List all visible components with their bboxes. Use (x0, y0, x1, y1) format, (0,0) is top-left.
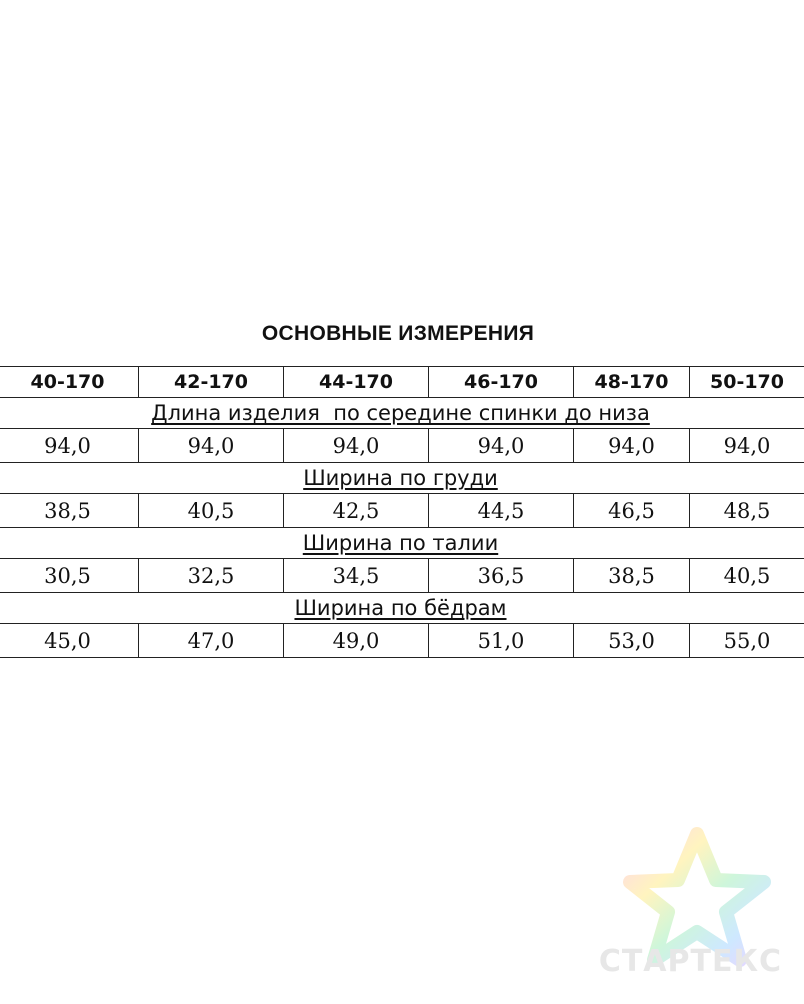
measurement-values-row (0, 494, 804, 528)
value-cell: 36,5 (429, 559, 574, 593)
size-header-cell: 44-170 (284, 367, 429, 398)
measurement-values-row (0, 624, 804, 658)
value-cell: 48,5 (690, 494, 804, 528)
measurement-label-row (0, 398, 804, 429)
value-cell: 94,0 (690, 429, 804, 463)
measurement-label-row (0, 593, 804, 624)
table-title: ОСНОВНЫЕ ИЗМЕРЕНИЯ (261, 322, 535, 345)
value-cell: 30,5 (0, 559, 139, 593)
value-cell: 34,5 (284, 559, 429, 593)
value-cell: 44,5 (429, 494, 574, 528)
measurement-label: Ширина по талии (0, 528, 804, 559)
measurement-values-row (0, 559, 804, 593)
value-cell: 94,0 (284, 429, 429, 463)
measurement-values-row (0, 429, 804, 463)
measurement-label-row (0, 463, 804, 494)
value-cell: 49,0 (284, 624, 429, 658)
value-cell: 51,0 (429, 624, 574, 658)
size-header-cell: 42-170 (139, 367, 284, 398)
value-cell: 47,0 (139, 624, 284, 658)
value-cell: 38,5 (574, 559, 690, 593)
size-header-row (0, 367, 804, 398)
value-cell: 46,5 (574, 494, 690, 528)
size-header-cell: 48-170 (574, 367, 690, 398)
measurement-label: Длина изделия по середине спинки до низа (0, 398, 804, 429)
value-cell: 94,0 (429, 429, 574, 463)
size-header-cell: 50-170 (690, 367, 804, 398)
measurements-table (0, 366, 804, 658)
size-header-cell: 40-170 (0, 367, 139, 398)
value-cell: 94,0 (139, 429, 284, 463)
value-cell: 42,5 (284, 494, 429, 528)
value-cell: 94,0 (574, 429, 690, 463)
value-cell: 94,0 (0, 429, 139, 463)
watermark-text: СТАРТЕКС (598, 944, 782, 979)
value-cell: 38,5 (0, 494, 139, 528)
measurement-label: Ширина по бёдрам (0, 593, 804, 624)
value-cell: 40,5 (690, 559, 804, 593)
size-header-cell: 46-170 (429, 367, 574, 398)
value-cell: 55,0 (690, 624, 804, 658)
value-cell: 40,5 (139, 494, 284, 528)
value-cell: 53,0 (574, 624, 690, 658)
value-cell: 32,5 (139, 559, 284, 593)
value-cell: 45,0 (0, 624, 139, 658)
measurement-label: Ширина по груди (0, 463, 804, 494)
measurement-label-row (0, 528, 804, 559)
